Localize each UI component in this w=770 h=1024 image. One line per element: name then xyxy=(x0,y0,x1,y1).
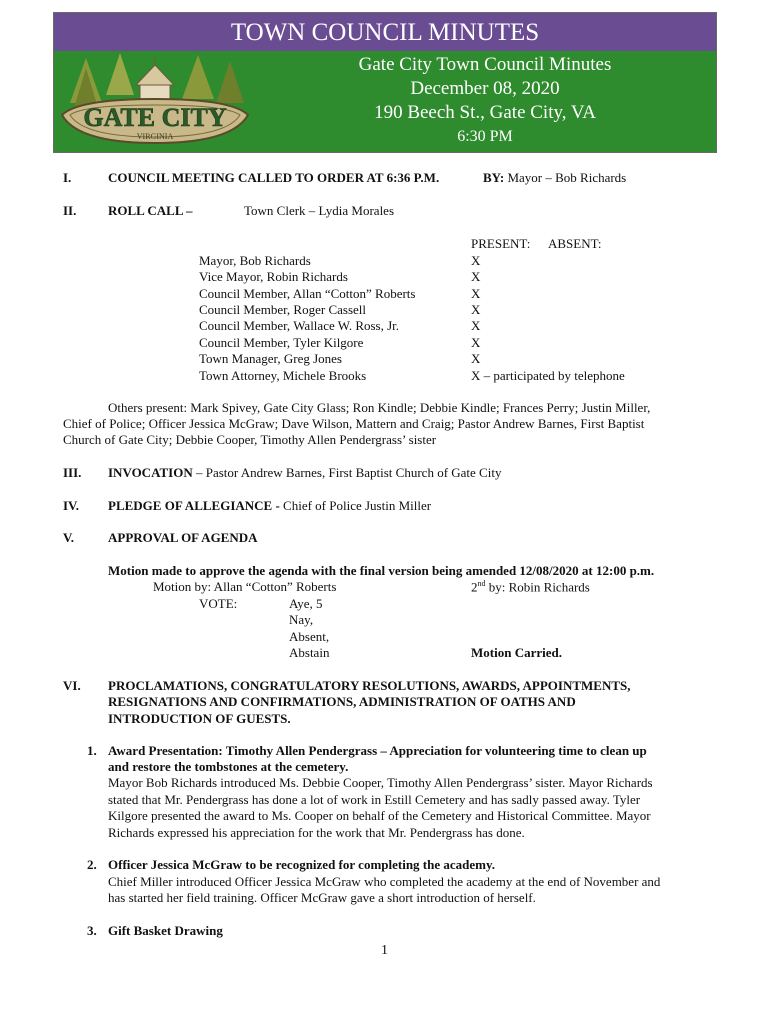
invocation-text: – Pastor Andrew Barnes, First Baptist Church of Gate City xyxy=(192,465,502,480)
banner-heading: TOWN COUNCIL MINUTES xyxy=(54,13,716,51)
svg-text:GATE CITY: GATE CITY xyxy=(83,103,227,132)
town-clerk: Town Clerk – Lydia Morales xyxy=(244,203,395,218)
section-6-heading-line: INTRODUCTION OF GUESTS. xyxy=(108,711,291,726)
meeting-title: Gate City Town Council Minutes xyxy=(358,54,612,75)
pledge-label: PLEDGE OF ALLEGIANCE - xyxy=(108,498,280,513)
meeting-address: 190 Beech St., Gate City, VA xyxy=(374,102,596,123)
item-2-body: Chief Miller introduced Officer Jessica McGraw who completed the academy at the end of November and xyxy=(108,874,661,889)
header-banner xyxy=(53,12,717,153)
banner-body xyxy=(54,51,716,152)
section-6-heading-line: PROCLAMATIONS, CONGRATULATORY RESOLUTIONS, AWARDS, APPOINTMENTS, xyxy=(108,678,631,693)
page-number: 1 xyxy=(381,943,388,958)
section-6-heading-line: RESIGNATIONS AND CONFIRMATIONS, ADMINISTRATION OF OATHS AND xyxy=(108,694,576,709)
invocation-label: INVOCATION xyxy=(108,465,193,480)
second-by: 2nd by: Robin Richards xyxy=(471,579,590,595)
present-header: PRESENT: xyxy=(471,236,531,251)
section-2-number: II. xyxy=(63,203,77,218)
item-2-number: 2. xyxy=(87,857,97,872)
item-1-body: Mayor Bob Richards introduced Ms. Debbie Cooper, Timothy Allen Pendergrass’ sister. Mayor Richards xyxy=(108,775,653,790)
gate-city-logo xyxy=(58,53,253,150)
roll-member-mark: X xyxy=(471,351,481,366)
roll-member-mark: X xyxy=(471,253,481,268)
section-1-by xyxy=(483,170,626,186)
vote-absent: Absent, xyxy=(289,629,330,644)
item-2-title: Officer Jessica McGraw to be recognized for completing the academy. xyxy=(108,857,496,872)
item-2-body: has started her field training. Officer McGraw gave a short introduction of herself. xyxy=(108,890,536,905)
section-5-label: APPROVAL OF AGENDA xyxy=(108,530,258,545)
by-label: BY: xyxy=(483,170,505,185)
item-1-number: 1. xyxy=(87,743,97,758)
item-1-body: Kilgore presented the award to Ms. Cooper on behalf of the Cemetery and Historical Committee. Mayor xyxy=(108,808,651,823)
vote-aye: Aye, 5 xyxy=(289,596,323,611)
roll-member-mark: X xyxy=(471,302,481,317)
section-1-label: COUNCIL MEETING CALLED TO ORDER AT 6:36 P.M. xyxy=(108,170,440,185)
roll-member-name: Council Member, Wallace W. Ross, Jr. xyxy=(199,318,400,333)
vote-nay: Nay, xyxy=(289,612,314,627)
others-present-line: Others present: Mark Spivey, Gate City Glass; Ron Kindle; Debbie Kindle; Frances Perry; Justin Miller, xyxy=(108,400,651,415)
item-3-title: Gift Basket Drawing xyxy=(108,923,223,938)
motion-by: Motion by: Allan “Cotton” Roberts xyxy=(153,579,337,594)
others-present-line: Chief of Police; Officer Jessica McGraw; Dave Wilson, Mattern and Craig; Pastor Andrew Barnes, First Baptist xyxy=(63,416,645,431)
item-1-title: Award Presentation: Timothy Allen Pendergrass – Appreciation for volunteering time to clean up xyxy=(108,743,647,758)
section-2-label: ROLL CALL – xyxy=(108,203,193,218)
roll-member-mark: X xyxy=(471,318,481,333)
agenda-motion: Motion made to approve the agenda with the final version being amended 12/08/2020 at 12:00 p.m. xyxy=(108,563,655,578)
item-1-title: and restore the tombstones at the cemetery. xyxy=(108,759,349,774)
roll-member-name: Town Manager, Greg Jones xyxy=(199,351,342,366)
motion-result: Motion Carried. xyxy=(471,645,562,660)
section-4-line xyxy=(108,498,431,514)
roll-member-name: Council Member, Tyler Kilgore xyxy=(199,335,364,350)
meeting-date: December 08, 2020 xyxy=(410,78,560,99)
section-4-number: IV. xyxy=(63,498,80,513)
section-3-line xyxy=(108,465,501,481)
vote-abstain: Abstain xyxy=(289,645,330,660)
section-3-number: III. xyxy=(63,465,82,480)
by-value: Mayor – Bob Richards xyxy=(507,170,627,185)
absent-header: ABSENT: xyxy=(548,236,602,251)
pledge-text: Chief of Police Justin Miller xyxy=(279,498,432,513)
item-1-body: Richards expressed his appreciation for the work that Mr. Pendergrass has done. xyxy=(108,825,525,840)
section-5-number: V. xyxy=(63,530,74,545)
roll-member-name: Town Attorney, Michele Brooks xyxy=(199,368,367,383)
roll-member-name: Council Member, Roger Cassell xyxy=(199,302,367,317)
others-present-line: Church of Gate City; Debbie Cooper, Timothy Allen Pendergrass’ sister xyxy=(63,432,437,447)
vote-label: VOTE: xyxy=(199,596,238,611)
item-3-number: 3. xyxy=(87,923,97,938)
roll-member-name: Vice Mayor, Robin Richards xyxy=(199,269,348,284)
roll-member-mark: X – participated by telephone xyxy=(471,368,625,383)
roll-member-name: Council Member, Allan “Cotton” Roberts xyxy=(199,286,416,301)
roll-member-mark: X xyxy=(471,335,481,350)
roll-member-mark: X xyxy=(471,269,481,284)
roll-member-name: Mayor, Bob Richards xyxy=(199,253,311,268)
banner-text xyxy=(254,51,716,149)
item-1-body: stated that Mr. Pendergrass has done a lot of work in Estill Cemetery and has sadly passed away. Tyler xyxy=(108,792,641,807)
section-6-number: VI. xyxy=(63,678,81,693)
svg-text:VIRGINIA: VIRGINIA xyxy=(136,132,174,141)
meeting-time: 6:30 PM xyxy=(457,128,513,145)
section-1-number: I. xyxy=(63,170,72,185)
roll-member-mark: X xyxy=(471,286,481,301)
